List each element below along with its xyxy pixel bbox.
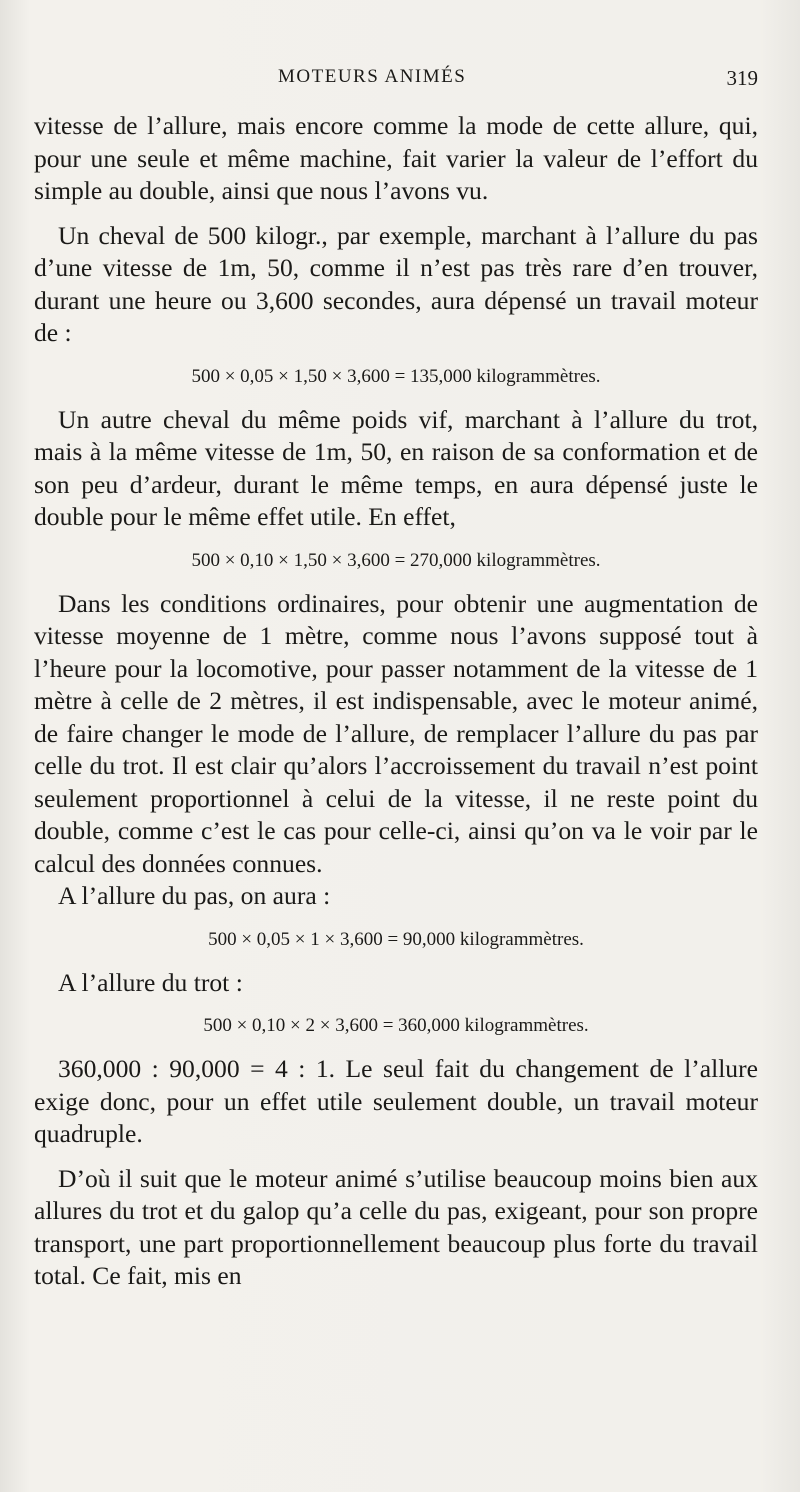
running-title: MOTEURS ANIMÉS: [278, 66, 467, 87]
page-number: 319: [726, 66, 758, 90]
paragraph-cheval-trot: Un autre cheval du même poids vif, marchant à l’allure du trot, mais à la même vitesse de 1m, 50, en raison de sa conformation et de son peu d’ardeur, durant le même temps, en aura dépensé juste le double pour le même effet utile. En effet,: [34, 404, 758, 531]
line-allure-trot: A l’allure du trot :: [58, 967, 243, 997]
paragraph-conditions-ordinaires: Dans les conditions ordinaires, pour obtenir une augmentation de vitesse moyenne de 1 mètre, comme nous l’avons supposé tout à l’heure pour la locomotive, pour passer notamment de la vitesse de 1 mètre à celle de 2 mètres, il est indispensable, avec le moteur animé, de faire changer le mode de l’allure, de remplacer l’allure du pas par celle du trot. Il est clair qu’alors l’accroissement du travail n’est point seulement proportionnel à celui de la vitesse, il ne reste point du double, comme c’est le cas pour celle-ci, ainsi qu’on va le voir par le calcul des données connues.: [34, 588, 758, 878]
formula-trot-360000: 500 × 0,10 × 2 × 3,600 = 360,000 kilogrammètres.: [203, 1015, 589, 1036]
paragraph-conclusion: D’où il suit que le moteur animé s’utilise beaucoup moins bien aux allures du trot et du galop qu’a celle du pas, exigeant, pour son propre transport, une part proportionnellement beaucoup plus forte du travail total. Ce fait, mis en: [34, 1163, 758, 1290]
page-header: [0, 66, 800, 96]
paragraph-continuation: vitesse de l’allure, mais encore comme la mode de cette allure, qui, pour une seule et même machine, fait varier la valeur de l’effort du simple au double, ainsi que nous l’avons vu.: [34, 111, 758, 205]
line-allure-pas: A l’allure du pas, on aura :: [58, 881, 331, 910]
formula-pas-90000: 500 × 0,05 × 1 × 3,600 = 90,000 kilogrammètres.: [208, 928, 584, 950]
paragraph-ratio: 360,000 : 90,000 = 4 : 1. Le seul fait du changement de l’allure exige donc, pour un effet utile seulement double, un travail moteur quadruple.: [34, 1054, 758, 1148]
formula-trot-270000: 500 × 0,10 × 1,50 × 3,600 = 270,000 kilogrammètres.: [191, 549, 601, 571]
paragraph-cheval-pas: Un cheval de 500 kilogr., par exemple, marchant à l’allure du pas d’une vitesse de 1m, 50, comme il n’est pas très rare d’en trouver, durant une heure ou 3,600 secondes, aura dépensé un travail moteur de :: [34, 220, 758, 347]
formula-pas-135000: 500 × 0,05 × 1,50 × 3,600 = 135,000 kilogrammètres.: [191, 365, 601, 387]
page-body: [34, 110, 758, 1293]
